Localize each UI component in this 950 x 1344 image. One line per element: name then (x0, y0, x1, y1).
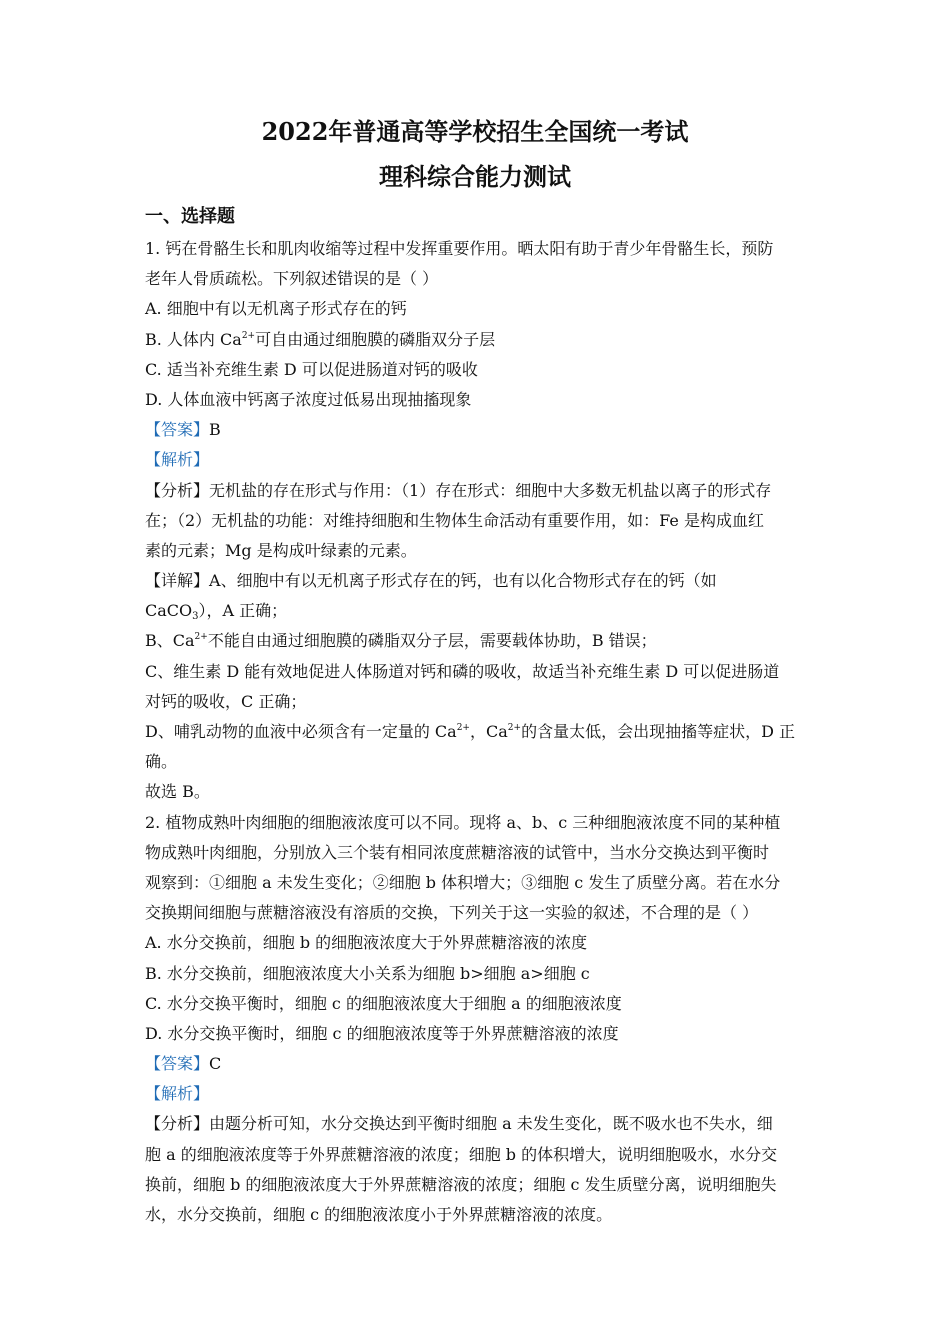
detail-text: A、细胞中有以无机离子形式存在的钙，也有以化合物形式存在的钙（如 (209, 571, 717, 591)
q1-fenxi-line (145, 476, 810, 506)
q1-answer-line (145, 415, 810, 445)
q1-detail-line: 对钙的吸收，C 正确； (145, 691, 307, 711)
q2-option-a: A. 水分交换前，细胞 b 的细胞液浓度大于外界蔗糖溶液的浓度 (145, 933, 588, 953)
q1-detail-line (145, 717, 810, 747)
q2-analysis-tag: 【解析】 (145, 1084, 210, 1104)
document-body (145, 234, 810, 1230)
q1-detail-line: C、维生素 D 能有效地促进人体肠道对钙和磷的吸收，故适当补充维生素 D 可以促进肠道 (145, 661, 780, 681)
q2-fenxi-line: 换前，细胞 b 的细胞液浓度大于外界蔗糖溶液的浓度；细胞 c 发生质壁分离，说明细胞失 (145, 1174, 777, 1194)
q2-answer-line (145, 1049, 810, 1079)
section-heading: 一、选择题 (145, 206, 235, 227)
detail-text: ，Ca (469, 722, 508, 741)
q2-fenxi-line (145, 1109, 810, 1139)
superscript: 2+ (507, 723, 522, 733)
q1-detail-line (145, 626, 810, 656)
subscript: 3 (192, 611, 199, 623)
q1-analysis-tag: 【解析】 (145, 450, 210, 470)
answer-value: B (209, 420, 221, 440)
q2-option-b: B. 水分交换前，细胞液浓度大小关系为细胞 b>细胞 a>细胞 c (145, 963, 590, 983)
q1-stem-line: 老年人骨质疏松。下列叙述错误的是（ ） (145, 269, 439, 289)
q1-option-b-rest: 可自由通过细胞膜的磷脂双分子层 (255, 329, 496, 349)
q1-stem-line: 1. 钙在骨骼生长和肌肉收缩等过程中发挥重要作用。晒太阳有助于青少年骨骼生长，预防 (145, 239, 774, 258)
q2-option-d: D. 水分交换平衡时，细胞 c 的细胞液浓度等于外界蔗糖溶液的浓度 (145, 1023, 619, 1043)
q1-option-a: A. 细胞中有以无机离子形式存在的钙 (145, 299, 407, 319)
exam-title: 2022年普通高等学校招生全国统一考试 (261, 117, 689, 146)
q2-stem-line: 物成熟叶肉细胞，分别放入三个装有相同浓度蔗糖溶液的试管中，当水分交换达到平衡时 (145, 842, 770, 862)
q1-option-d: D. 人体血液中钙离子浓度过低易出现抽搐现象 (145, 389, 472, 409)
detail-text: ），A 正确； (198, 601, 288, 621)
q1-option-b (145, 325, 810, 355)
q2-option-c: C. 水分交换平衡时，细胞 c 的细胞液浓度大于细胞 a 的细胞液浓度 (145, 993, 622, 1013)
superscript: 2+ (456, 723, 470, 733)
fenxi-text: 无机盐的存在形式与作用：（1）存在形式：细胞中大多数无机盐以离子的形式存 (209, 480, 772, 500)
answer-tag: 【答案】 (145, 1054, 210, 1074)
answer-tag: 【答案】 (145, 420, 210, 440)
q2-stem-line: 观察到：①细胞 a 未发生变化；②细胞 b 体积增大；③细胞 c 发生了质壁分离。若在水分 (145, 872, 781, 892)
fenxi-tag: 【分析】 (145, 480, 210, 500)
formula-text: CaCO (145, 601, 193, 621)
q1-detail-line (145, 566, 810, 596)
q2-stem-line: 交换期间细胞与蔗糖溶液没有溶质的交换，下列关于这一实验的叙述，不合理的是（ ） (145, 903, 759, 923)
q1-fenxi-line: 在；（2）无机盐的功能：对维持细胞和生物体生命活动有重要作用，如：Fe 是构成血红 (145, 510, 764, 530)
q2-fenxi-line: 胞 a 的细胞液浓度等于外界蔗糖溶液的浓度；细胞 b 的体积增大，说明细胞吸水，水分交 (145, 1144, 778, 1164)
q2-fenxi-line: 水，水分交换前，细胞 c 的细胞液浓度小于外界蔗糖溶液的浓度。 (145, 1205, 613, 1224)
q1-option-b-text: B. 人体内 Ca (145, 329, 242, 349)
fenxi-tag: 【分析】 (145, 1114, 210, 1134)
q1-detail-line: 确。 (145, 752, 178, 772)
detail-text: 的含量太低，会出现抽搐等症状，D 正 (521, 722, 795, 741)
detail-text: B、Ca (145, 631, 195, 651)
q1-fenxi-line: 素的元素；Mg 是构成叶绿素的元素。 (145, 540, 417, 560)
exam-subtitle: 理科综合能力测试 (379, 162, 571, 191)
q2-stem-line: 2. 植物成熟叶肉细胞的细胞液浓度可以不同。现将 a、b、c 三种细胞液浓度不同的某种植 (145, 812, 781, 832)
superscript: 2+ (241, 330, 256, 341)
fenxi-text: 由题分析可知，水分交换达到平衡时细胞 a 未发生变化，既不吸水也不失水，细 (209, 1114, 773, 1134)
detail-tag: 【详解】 (145, 571, 210, 591)
q1-conclusion: 故选 B。 (145, 782, 210, 802)
detail-text: D、哺乳动物的血液中必须含有一定量的 Ca (145, 722, 457, 741)
q1-detail-line (145, 596, 810, 626)
detail-text: 不能自由通过细胞膜的磷脂双分子层，需要载体协助，B 错误； (207, 631, 657, 651)
answer-value: C (209, 1054, 222, 1074)
superscript: 2+ (194, 632, 208, 643)
q1-option-c: C. 适当补充维生素 D 可以促进肠道对钙的吸收 (145, 359, 478, 379)
